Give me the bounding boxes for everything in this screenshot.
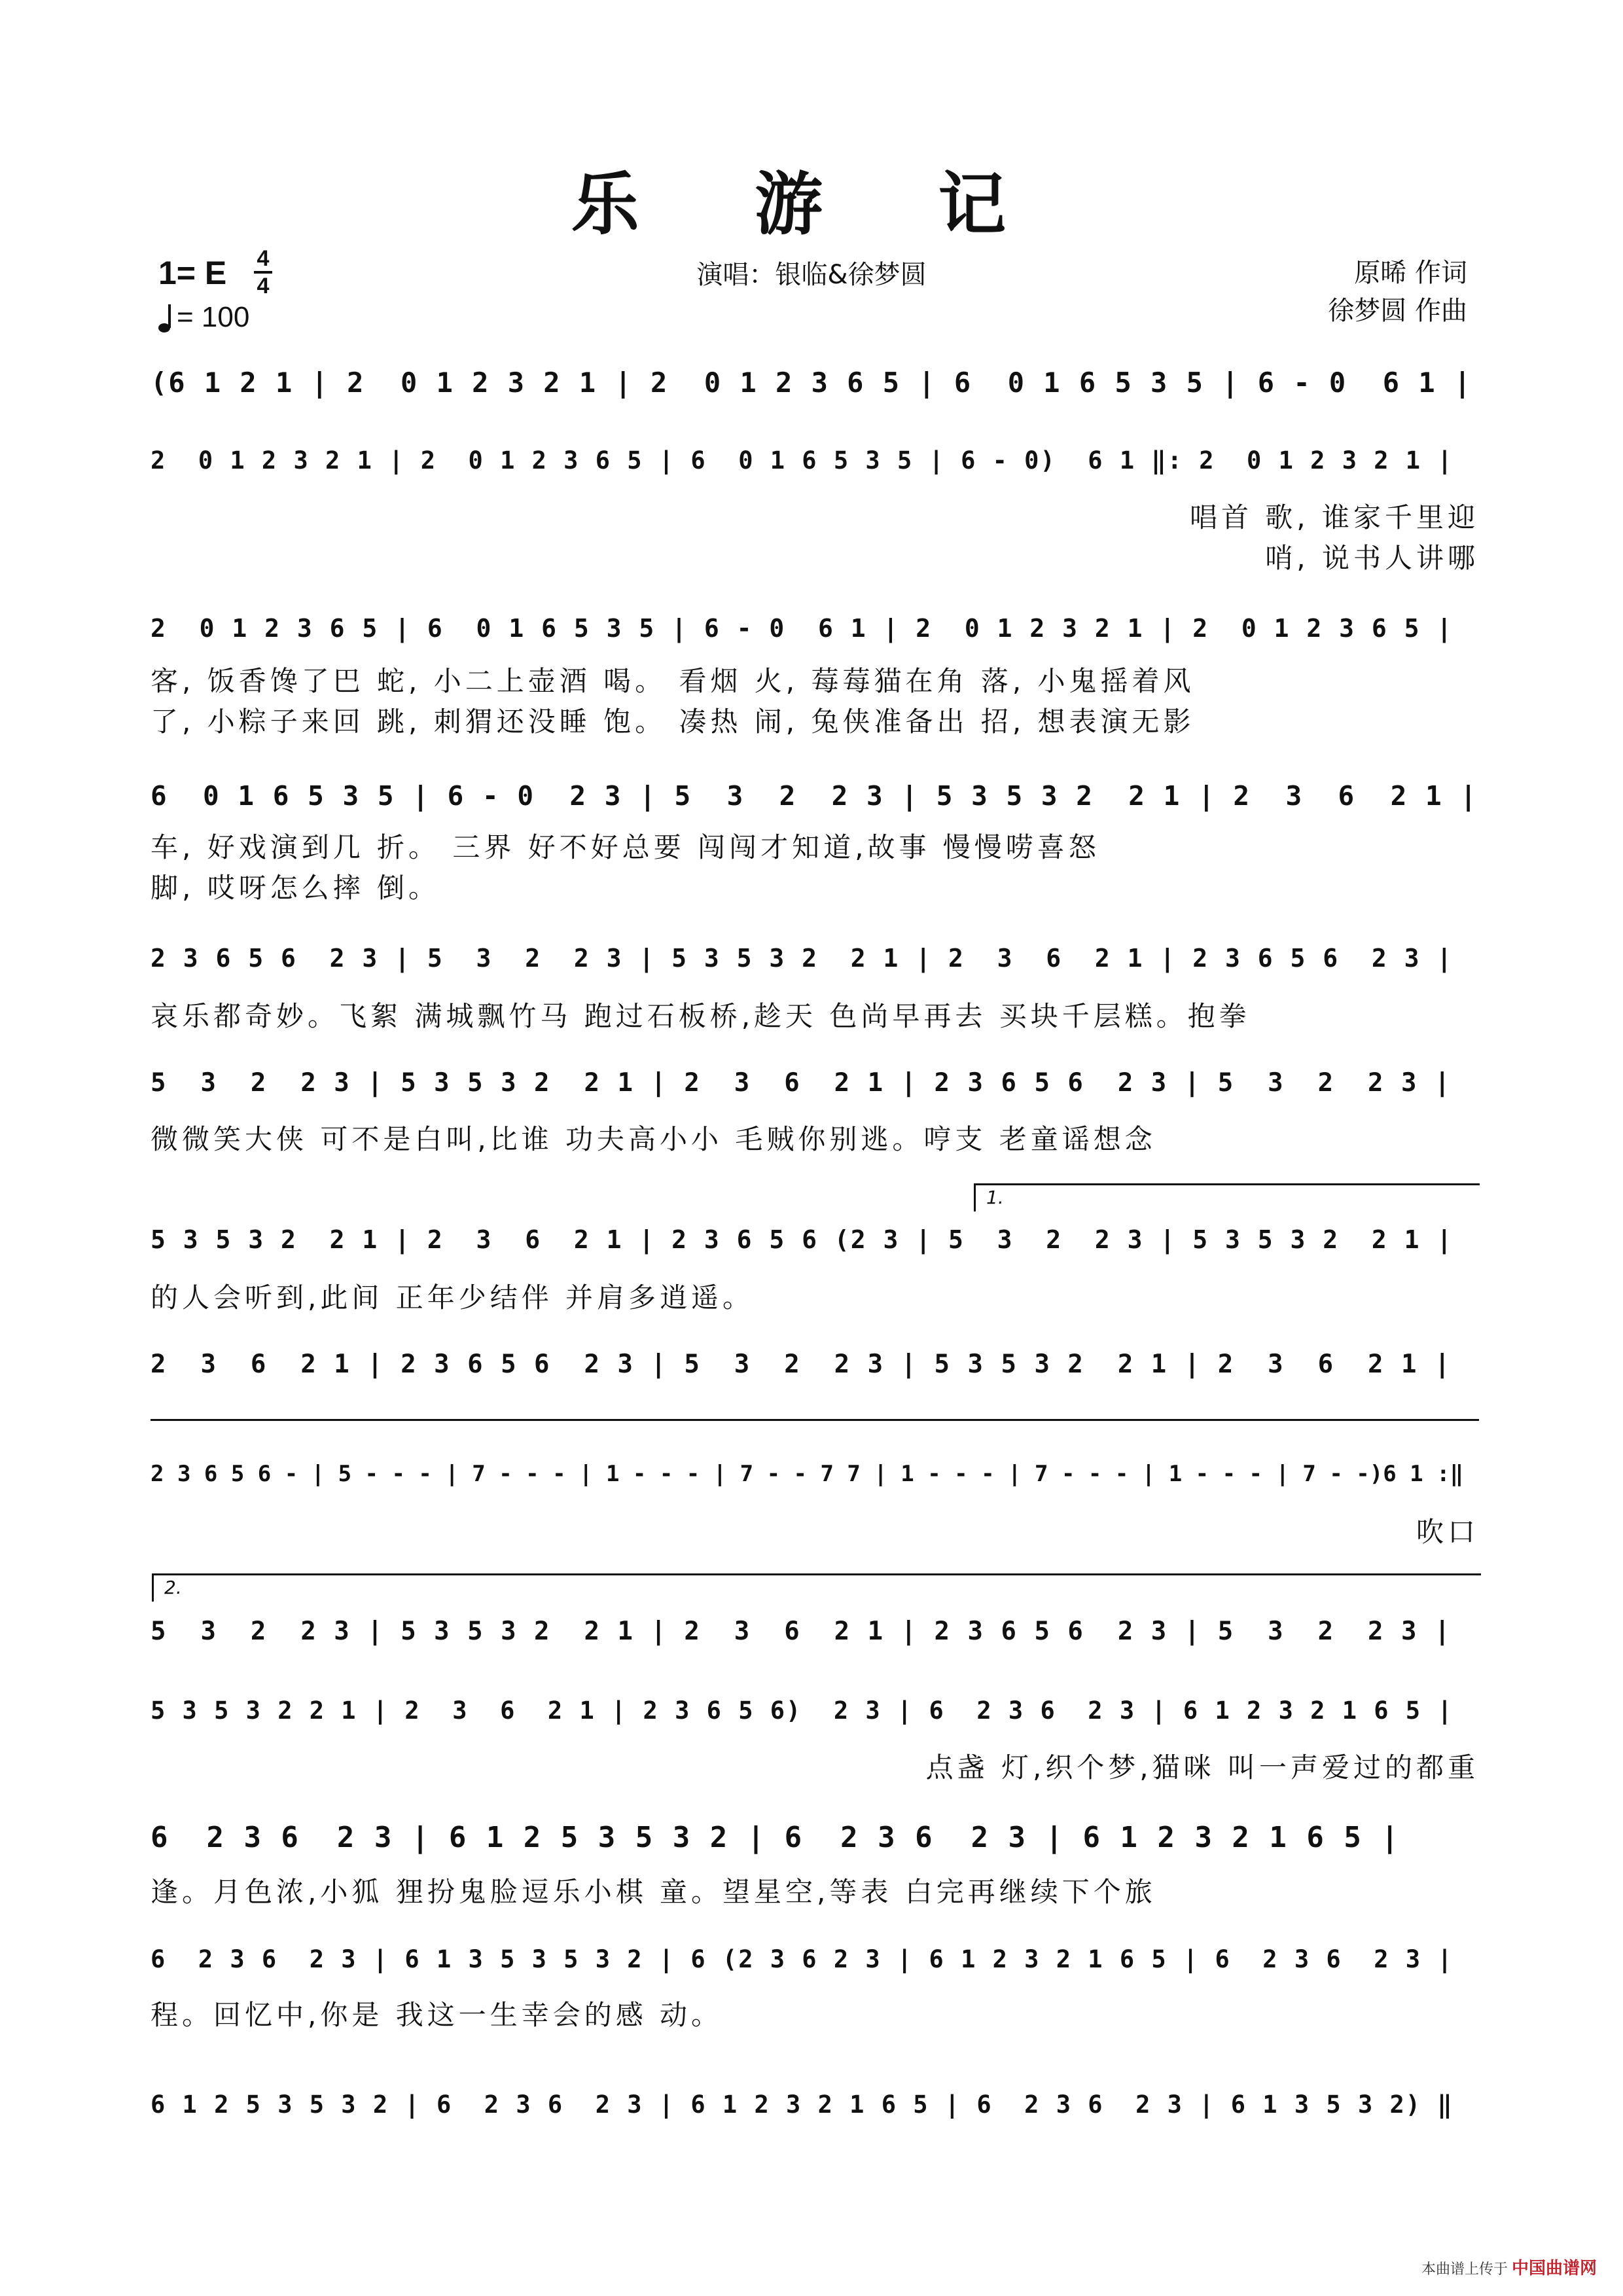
first-ending-bracket <box>974 1183 1480 1211</box>
jianpu-notes: 6 2 3 6 2 3 | 6 1 3 5 3 5 3 2 | 6 (2 3 6 2 3 | 6 1 2 3 2 1 6 5 | 6 2 3 6 2 3 | <box>151 1945 1454 1973</box>
second-ending-bracket <box>152 1573 1481 1602</box>
lyric-line: 点盏 灯,织个梦,猫咪 叫一声爱过的都重 <box>925 1751 1479 1784</box>
lyric-line: 的人会听到,此间 正年少结伴 并肩多逍遥。 <box>151 1282 755 1314</box>
performer-credit: 演唱：银临&徐梦圆 <box>696 260 927 290</box>
jianpu-notes: 2 3 6 5 6 2 3 | 5 3 2 2 3 | 5 3 5 3 2 2 1 | 2 3 6 2 1 | 2 3 6 5 6 2 3 | <box>151 944 1454 973</box>
score-row <box>151 446 1479 486</box>
time-numerator: 4 <box>257 246 270 271</box>
score-row <box>151 1350 1479 1389</box>
lyric-line: 程。回忆中,你是 我这一生幸会的感 动。 <box>151 1999 723 2031</box>
score-row <box>151 780 1479 819</box>
tempo-marking <box>158 301 249 334</box>
credits <box>1328 254 1467 330</box>
tempo-value: = 100 <box>177 301 250 333</box>
lyric-line: 脚, 哎呀怎么摔 倒。 <box>151 872 440 904</box>
score-row <box>151 2090 1479 2130</box>
score-row <box>151 1945 1479 1984</box>
jianpu-notes: 6 0 1 6 5 3 5 | 6 - 0 2 3 | 5 3 2 2 3 | 5 3 5 3 2 2 1 | 2 3 6 2 1 | <box>151 780 1478 812</box>
composer-credit: 徐梦圆 作曲 <box>1328 296 1467 326</box>
lyric-line: 微微笑大侠 可不是白叫,比谁 功夫高小小 毛贼你别逃。哼支 老童谣想念 <box>151 1123 1156 1155</box>
jianpu-notes: 5 3 5 3 2 2 1 | 2 3 6 2 1 | 2 3 6 5 6 (2 3 | 5 3 2 2 3 | 5 3 5 3 2 2 1 | <box>151 1225 1454 1254</box>
time-denominator: 4 <box>257 274 270 298</box>
second-ending-label: 2. <box>164 1577 182 1598</box>
score-row <box>151 1696 1479 1736</box>
jianpu-notes: 6 1 2 5 3 5 3 2 | 6 2 3 6 2 3 | 6 1 2 3 2 1 6 5 | 6 2 3 6 2 3 | 6 1 3 5 3 2) ‖ <box>151 2090 1454 2119</box>
song-title: 乐 游 记 <box>571 164 1052 244</box>
score-row <box>151 1068 1479 1107</box>
jianpu-notes: 2 0 1 2 3 6 5 | 6 0 1 6 5 3 5 | 6 - 0 6 1 | 2 0 1 2 3 2 1 | 2 0 1 2 3 6 5 | <box>151 614 1454 643</box>
score-row <box>151 1617 1479 1656</box>
key-signature: 1= E <box>158 255 227 291</box>
jianpu-notes: 5 3 5 3 2 2 1 | 2 3 6 2 1 | 2 3 6 5 6) 2 3 | 6 2 3 6 2 3 | 6 1 2 3 2 1 6 5 | <box>151 1696 1454 1725</box>
score-row <box>151 614 1479 653</box>
score-row <box>151 367 1479 406</box>
lyricist-credit: 原晞 作词 <box>1354 258 1467 288</box>
jianpu-notes: 2 0 1 2 3 2 1 | 2 0 1 2 3 6 5 | 6 0 1 6 5 3 5 | 6 - 0) 6 1 ‖: 2 0 1 2 3 2 1 | <box>151 446 1454 475</box>
score-row <box>151 944 1479 983</box>
score-row <box>151 1461 1479 1500</box>
source-footer <box>1421 2255 1597 2279</box>
lyric-line: 哀乐都奇妙。飞絮 满城飘竹马 跑过石板桥,趁天 色尚早再去 买块千层糕。抱拳 <box>151 1000 1251 1032</box>
jianpu-notes: 5 3 2 2 3 | 5 3 5 3 2 2 1 | 2 3 6 2 1 | 2 3 6 5 6 2 3 | 5 3 2 2 3 | <box>151 1617 1452 1646</box>
score-row <box>151 1821 1479 1860</box>
lyric-line: 车, 好戏演到几 折。 三界 好不好总要 闯闯才知道,故事 慢慢唠喜怒 <box>151 831 1100 863</box>
footer-text: 本曲谱上传于 <box>1421 2261 1508 2278</box>
lyric-line: 客, 饭香馋了巴 蛇, 小二上壶酒 喝。 看烟 火, 莓莓猫在角 落, 小鬼摇着风 <box>151 665 1195 697</box>
jianpu-notes: 2 3 6 5 6 - | 5 - - - | 7 - - - | 1 - - - | 7 - - 7 7 | 1 - - - | 7 - - - | 1 - - - | 7 - -)6 1 :‖ <box>151 1461 1464 1487</box>
lyric-line: 哨, 说书人讲哪 <box>1265 542 1479 574</box>
first-ending-bracket-continued <box>151 1419 1479 1447</box>
jianpu-notes: 2 3 6 2 1 | 2 3 6 5 6 2 3 | 5 3 2 2 3 | 5 3 5 3 2 2 1 | 2 3 6 2 1 | <box>151 1350 1452 1379</box>
jianpu-notes: (6 1 2 1 | 2 0 1 2 3 2 1 | 2 0 1 2 3 6 5 | 6 0 1 6 5 3 5 | 6 - 0 6 1 | <box>151 367 1472 399</box>
jianpu-notes: 6 2 3 6 2 3 | 6 1 2 5 3 5 3 2 | 6 2 3 6 2 3 | 6 1 2 3 2 1 6 5 | <box>151 1821 1400 1854</box>
quarter-note-icon <box>158 304 173 333</box>
jianpu-notes: 5 3 2 2 3 | 5 3 5 3 2 2 1 | 2 3 6 2 1 | 2 3 6 5 6 2 3 | 5 3 2 2 3 | <box>151 1068 1452 1098</box>
score-row <box>151 1225 1479 1265</box>
site-logo: 中国曲谱网 <box>1511 2259 1597 2278</box>
lyric-line: 唱首 歌, 谁家千里迎 <box>1189 501 1479 533</box>
lyric-line: 吹口 <box>1416 1516 1479 1548</box>
lyric-line: 逢。月色浓,小狐 狸扮鬼脸逗乐小棋 童。望星空,等表 白完再继续下个旅 <box>151 1876 1156 1908</box>
first-ending-label: 1. <box>986 1187 1004 1208</box>
lyric-line: 了, 小粽子来回 跳, 刺猬还没睡 饱。 凑热 闹, 兔侠准备出 招, 想表演无影 <box>151 706 1195 738</box>
